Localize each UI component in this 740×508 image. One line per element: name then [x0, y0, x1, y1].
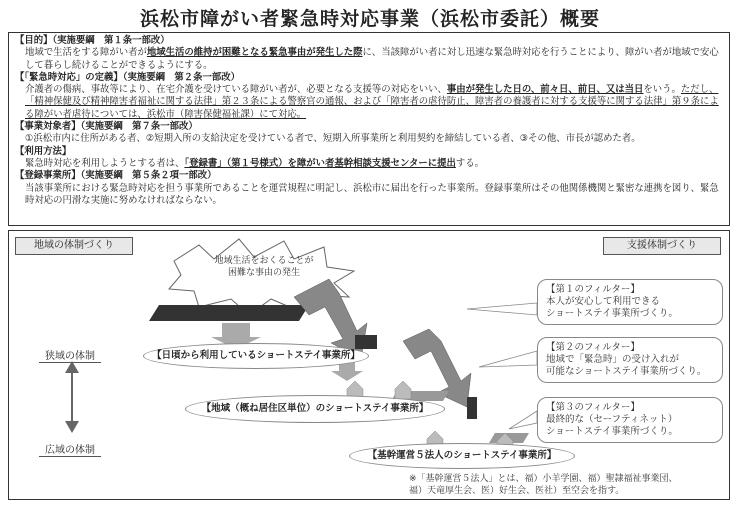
registered-body: 当該事業所における緊急時対応を担う事業所であることを運営規程に明記し、浜松市に届出を行った事業所。登録事業所はその他関係機関と緊密な連携を図り、緊急時対応の円滑な実施に努めなければならない。: [25, 182, 719, 206]
usage-heading: 【利用方法】: [15, 145, 72, 157]
usage-text-1: 緊急時対応を利用しようとする者は、: [25, 157, 185, 169]
slab-2: [467, 397, 477, 419]
usage-text-underlined: 「登録書」（第１号様式）を障がい者基幹相談支援センターに提出: [184, 157, 456, 169]
bubble-pointer-2: [479, 351, 537, 367]
definition-text-1: 介護者の傷病、事故等により、在宅介護を受けている障がい者が、必要となる支援等の対応をいい、: [25, 84, 447, 96]
purpose-body: [15, 47, 723, 72]
purpose-text-underlined: 地域生活の維持が困難となる緊急事由が発生した際: [146, 47, 363, 59]
usage-body: [15, 158, 723, 170]
filter-1-bubble: 【第１のフィルター】 本人が安心して利用できる ショートステイ事業所づくり。: [537, 279, 723, 325]
page-title: 浜松市障がい者緊急時対応事業（浜松市委託）概要: [139, 8, 600, 30]
wide-label: 広域の体制: [39, 441, 101, 457]
level-2-ellipse: 【地域（概ね居住区単位）のショートステイ事業所】: [185, 395, 445, 423]
target-heading: 【事業対象者】（実施要綱 第７条一部改）: [15, 121, 198, 133]
definition-body: [15, 84, 723, 121]
burst-text: 地域生活をおくることが 困難な事由の発生: [214, 256, 314, 278]
right-header: 支援体制づくり: [603, 237, 721, 255]
footnote: ※「基幹運営５法人」とは、福）小羊学園、福）聖隷福祉事業団、 福）天竜厚生会、医）好生会、医社）至空会を指す。: [409, 474, 678, 496]
diagram-panel: [8, 230, 730, 500]
top-slab: [149, 305, 309, 321]
summary-box: [8, 32, 730, 226]
definition-text-underlined-2: ただし、「精神保健及び精神障害者福祉に関する法律」第２３条による警察官の通報、および「障害者の虐待防止、障害者の養護者に対する支援等に関する法律」第９条による障がい者虐待については、浜松市（障害保健福祉課）にて対応。: [25, 84, 719, 120]
bubble-pointer-3: [509, 411, 537, 429]
filter-2-bubble: 【第２のフィルター】 地域で「緊急時」の受け入れが 可能なショートステイ事業所づくり。: [537, 337, 723, 383]
purpose-text-1: 地域で生活をする障がい者が: [25, 47, 147, 59]
definition-heading: 【「緊急時対応」の定義】（実施要綱 第２条一部改）: [15, 71, 240, 83]
purpose-heading: 【目的】（実施要綱 第１条一部改）: [15, 35, 170, 46]
slab-1: [355, 335, 377, 349]
scope-arrow-down: [65, 421, 79, 433]
level-1-ellipse: 【日頃から利用しているショートステイ事業所】: [143, 343, 369, 369]
filter-3-bubble: 【第３のフィルター】 最終的な（セーフティネット） ショートステイ事業所づくり。: [537, 397, 723, 443]
definition-text-underlined-1: 事由が発生した日の、前々日、前日、又は当日: [446, 84, 644, 96]
narrow-label: 狭域の体制: [39, 347, 101, 363]
left-header: 地域の体制づくり: [15, 237, 133, 255]
bubble-pointer-1: [467, 303, 537, 315]
usage-text-2: する。: [455, 157, 485, 169]
registered-heading: 【登録事業所】（実施要綱 第５条２項一部改）: [15, 170, 217, 182]
definition-text-2: をいう。: [643, 84, 681, 96]
level-3-ellipse: 【基幹運営５法人のショートステイ事業所】: [349, 443, 575, 469]
purpose-text-2: に、当該障がい者に対し迅速な緊急時対応を行うことにより、障がい者が地域で安心して暮らし続けることができるようにする。: [25, 47, 719, 71]
target-body: ①浜松市内に住所がある者、②短期入所の支給決定を受けている者で、短期入所事業所と利用契約を締結している者、③その他、市長が認めた者。: [25, 133, 641, 145]
